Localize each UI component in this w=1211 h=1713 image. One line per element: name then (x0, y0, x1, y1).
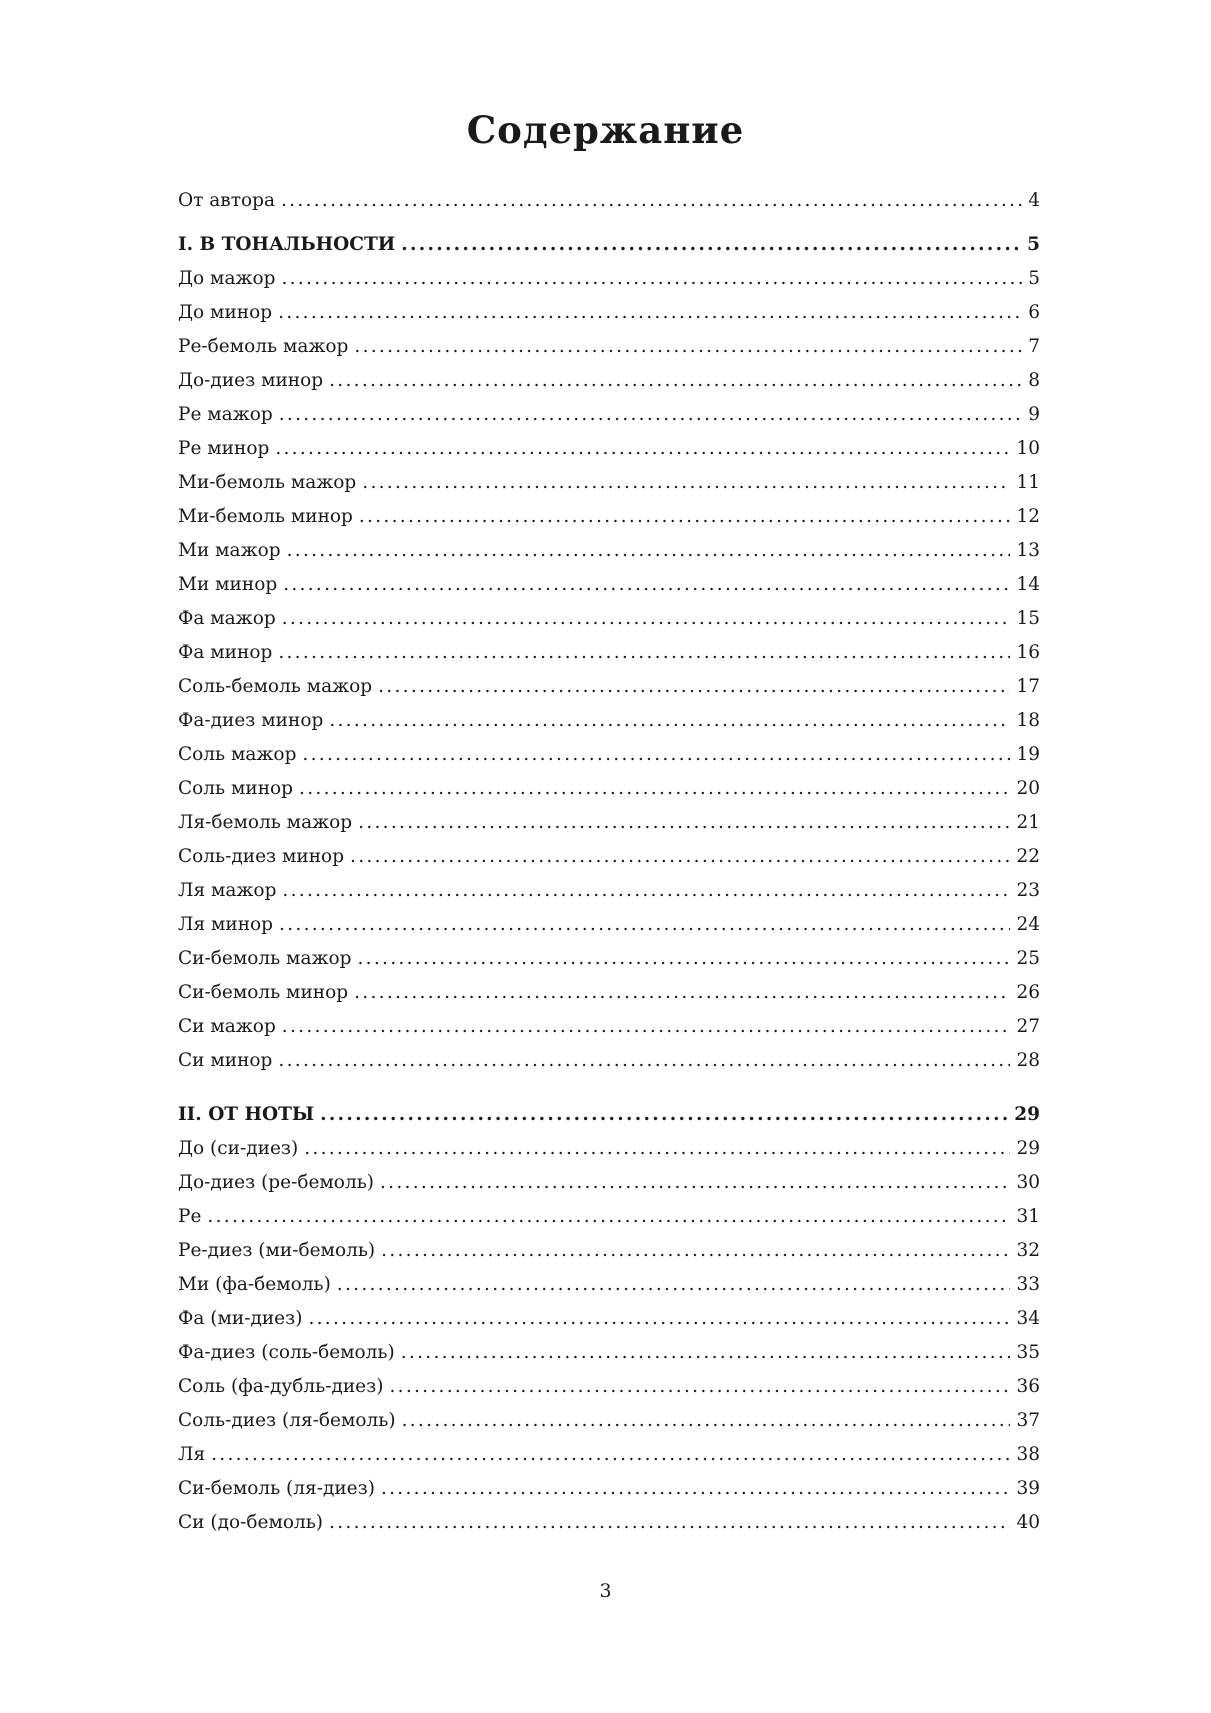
dot-leader (329, 706, 1010, 736)
toc-entry-label: Ля-бемоль мажор (178, 812, 353, 833)
dot-leader (350, 842, 1010, 872)
dot-leader (380, 1168, 1010, 1198)
toc-entry[interactable] (178, 740, 1040, 770)
toc-entry-page: 35 (1016, 1342, 1040, 1363)
toc-entry-page: 36 (1016, 1376, 1040, 1397)
toc-entry[interactable] (178, 1474, 1040, 1504)
toc-entry-label: Ля минор (178, 914, 274, 935)
toc-entry-label: Ре-бемоль мажор (178, 336, 349, 357)
toc-entry[interactable] (178, 1270, 1040, 1300)
dot-leader (337, 1270, 1011, 1300)
toc-entry[interactable] (178, 808, 1040, 838)
dot-leader (281, 264, 1022, 294)
page-title: Содержание (466, 108, 745, 152)
toc-entry-page: 6 (1028, 302, 1040, 323)
toc-entry-label: Ми мажор (178, 540, 281, 561)
toc-entry-page: 4 (1028, 190, 1040, 211)
dot-leader (278, 638, 1010, 668)
dot-leader (299, 774, 1010, 804)
dot-leader (283, 570, 1010, 600)
dot-leader (381, 1236, 1010, 1266)
toc-section-heading[interactable] (178, 1100, 1040, 1130)
toc-entry[interactable] (178, 434, 1040, 464)
dot-leader (282, 604, 1011, 634)
toc-entry[interactable] (178, 536, 1040, 566)
toc-entry-label: Ми минор (178, 574, 278, 595)
toc-entry[interactable] (178, 842, 1040, 872)
dot-leader (359, 502, 1011, 532)
toc-entry-page: 5 (1028, 268, 1040, 289)
dot-leader (304, 1134, 1010, 1164)
toc-entry-page: 12 (1016, 506, 1040, 527)
toc-entry[interactable] (178, 1168, 1040, 1198)
toc-entry-label: Фа мажор (178, 608, 276, 629)
toc-entry-page: 7 (1028, 336, 1040, 357)
toc-entry-page: 23 (1016, 880, 1040, 901)
toc-entry[interactable] (178, 1372, 1040, 1402)
toc-entry-label: Си-бемоль (ля-диез) (178, 1478, 375, 1499)
dot-leader (401, 1338, 1011, 1368)
toc-entry-label: Ля (178, 1444, 206, 1465)
toc-entry[interactable] (178, 604, 1040, 634)
toc-entry-label: Ре минор (178, 438, 270, 459)
toc-entry[interactable] (178, 1406, 1040, 1436)
dot-leader (389, 1372, 1010, 1402)
dot-leader (275, 434, 1010, 464)
dot-leader (362, 468, 1010, 498)
toc-entry[interactable] (178, 298, 1040, 328)
dot-leader (329, 366, 1022, 396)
toc-entry-page: 21 (1016, 812, 1040, 833)
toc-entry[interactable] (178, 1202, 1040, 1232)
toc-entry-page: 24 (1016, 914, 1040, 935)
dot-leader (278, 1046, 1010, 1076)
toc-entry-label: Ля мажор (178, 880, 277, 901)
dot-leader (281, 186, 1022, 216)
toc-entry-page: 32 (1016, 1240, 1040, 1261)
toc-entry[interactable] (178, 910, 1040, 940)
toc-entry-page: 34 (1016, 1308, 1040, 1329)
toc-entry-label: Фа (ми-диез) (178, 1308, 303, 1329)
toc-entry-page: 17 (1016, 676, 1040, 697)
toc-entry[interactable] (178, 672, 1040, 702)
toc-entry[interactable] (178, 876, 1040, 906)
toc-entry-page: 22 (1016, 846, 1040, 867)
toc-entry[interactable] (178, 1012, 1040, 1042)
toc-entry-page: 20 (1016, 778, 1040, 799)
toc-entry-page: 38 (1016, 1444, 1040, 1465)
dot-leader (282, 876, 1010, 906)
toc-entry-label: Ми (фа-бемоль) (178, 1274, 331, 1295)
toc-entry[interactable] (178, 332, 1040, 362)
toc-entry-label: До минор (178, 302, 273, 323)
toc-entry-label: Ми-бемоль минор (178, 506, 353, 527)
toc-entry[interactable] (178, 468, 1040, 498)
toc-entry-label: Си минор (178, 1050, 273, 1071)
dot-leader (401, 230, 1021, 260)
toc-entry-page: 37 (1016, 1410, 1040, 1431)
toc-entry-label: Ми-бемоль мажор (178, 472, 357, 493)
dot-leader (381, 1474, 1011, 1504)
toc-entry-foreword[interactable] (178, 186, 1040, 216)
toc-entry-label: Соль-диез (ля-бемоль) (178, 1410, 396, 1431)
dot-leader (279, 910, 1010, 940)
dot-leader (302, 740, 1010, 770)
toc-entry[interactable] (178, 502, 1040, 532)
toc-entry-label: Ре-диез (ми-бемоль) (178, 1240, 376, 1261)
toc-entry-label: До мажор (178, 268, 276, 289)
dot-leader (279, 400, 1023, 430)
toc-entry-page: 19 (1016, 744, 1040, 765)
toc-entry-label: Ре (178, 1206, 202, 1227)
toc-entry-page: 28 (1016, 1050, 1040, 1071)
toc-entry[interactable] (178, 638, 1040, 668)
dot-leader (207, 1202, 1010, 1232)
dot-leader (358, 808, 1010, 838)
toc-entry[interactable] (178, 1236, 1040, 1266)
dot-leader (378, 672, 1010, 702)
toc-entry[interactable] (178, 1338, 1040, 1368)
dot-leader (282, 1012, 1011, 1042)
dot-leader (354, 332, 1022, 362)
toc-entry[interactable] (178, 570, 1040, 600)
toc-entry-page: 25 (1016, 948, 1040, 969)
toc-entry-label: До (си-диез) (178, 1138, 299, 1159)
dot-leader (278, 298, 1022, 328)
dot-leader (211, 1440, 1010, 1470)
toc-entry-label: До-диез минор (178, 370, 324, 391)
toc-entry-page: 29 (1016, 1138, 1040, 1159)
toc-entry-label: Соль-бемоль мажор (178, 676, 373, 697)
toc-entry-page: 15 (1016, 608, 1040, 629)
toc-entry[interactable] (178, 978, 1040, 1008)
toc-entry-page: 30 (1016, 1172, 1040, 1193)
toc-entry[interactable] (178, 400, 1040, 430)
toc-entry-label: Си (до-бемоль) (178, 1512, 324, 1533)
dot-leader (320, 1100, 1008, 1130)
toc-entry[interactable] (178, 1046, 1040, 1076)
toc-entry-label: Фа-диез минор (178, 710, 324, 731)
toc-entry-label: Си-бемоль мажор (178, 948, 352, 969)
toc-entry-label: Соль-диез минор (178, 846, 345, 867)
toc-entry[interactable] (178, 264, 1040, 294)
dot-leader (354, 978, 1010, 1008)
toc-entry-label: I. В ТОНАЛЬНОСТИ (178, 234, 396, 255)
toc-entry-label: Фа минор (178, 642, 273, 663)
toc-entry-label: От автора (178, 190, 275, 211)
toc-entry-label: II. ОТ НОТЫ (178, 1104, 315, 1125)
toc-entry-page: 40 (1016, 1512, 1040, 1533)
toc-entry-page: 9 (1028, 404, 1040, 425)
toc-entry-label: Соль мажор (178, 744, 297, 765)
toc-entry[interactable] (178, 1508, 1040, 1538)
toc-entry-page: 14 (1016, 574, 1040, 595)
toc-entry-page: 26 (1016, 982, 1040, 1003)
toc-section-heading[interactable] (178, 230, 1040, 260)
toc-entry-label: Ре мажор (178, 404, 273, 425)
toc-entry[interactable] (178, 706, 1040, 736)
dot-leader (287, 536, 1011, 566)
toc-entry-page: 31 (1016, 1206, 1040, 1227)
toc-entry-page: 39 (1016, 1478, 1040, 1499)
toc-entry[interactable] (178, 1304, 1040, 1334)
toc-entry-page: 10 (1016, 438, 1040, 459)
dot-leader (308, 1304, 1010, 1334)
toc-entry[interactable] (178, 1134, 1040, 1164)
toc-entry-page: 5 (1027, 234, 1040, 255)
dot-leader (402, 1406, 1011, 1436)
toc-entry[interactable] (178, 366, 1040, 396)
toc-entry[interactable] (178, 944, 1040, 974)
page-number: 3 (599, 1580, 612, 1602)
toc-entry-label: Соль (фа-дубль-диез) (178, 1376, 384, 1397)
toc-entry-page: 11 (1016, 472, 1040, 493)
toc-entry-page: 27 (1016, 1016, 1040, 1037)
toc-entry-page: 33 (1016, 1274, 1040, 1295)
toc-entry[interactable] (178, 1440, 1040, 1470)
toc-entry-page: 16 (1016, 642, 1040, 663)
toc-entry[interactable] (178, 774, 1040, 804)
dot-leader (329, 1508, 1010, 1538)
toc-entry-label: До-диез (ре-бемоль) (178, 1172, 374, 1193)
toc-entry-page: 13 (1016, 540, 1040, 561)
toc-entry-label: Си мажор (178, 1016, 276, 1037)
dot-leader (357, 944, 1010, 974)
toc-entry-label: Фа-диез (соль-бемоль) (178, 1342, 395, 1363)
toc-entry-label: Соль минор (178, 778, 294, 799)
toc-entry-page: 29 (1014, 1104, 1040, 1125)
toc-entry-page: 18 (1016, 710, 1040, 731)
toc-entry-label: Си-бемоль минор (178, 982, 349, 1003)
toc-entry-page: 8 (1028, 370, 1040, 391)
